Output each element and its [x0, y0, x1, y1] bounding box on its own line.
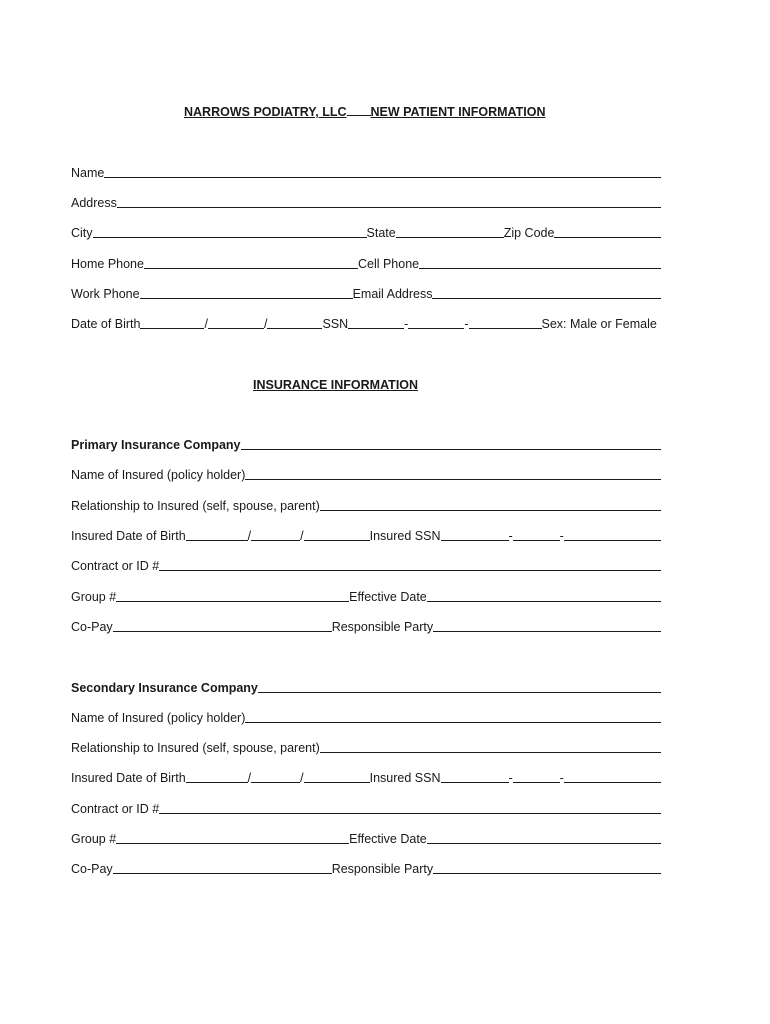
- secondary-company-row: [71, 679, 661, 695]
- secondary-ssn-dash-2: -: [559, 771, 564, 785]
- dob-slash-1: /: [204, 317, 208, 331]
- primary-effective-field[interactable]: [427, 598, 661, 602]
- primary-insured-name-field[interactable]: [245, 476, 661, 480]
- primary-ssn-dash-1: -: [508, 529, 513, 543]
- primary-ssn-dash-2: -: [559, 529, 564, 543]
- secondary-group-field[interactable]: [116, 840, 349, 844]
- city-label: City: [71, 226, 93, 240]
- secondary-dob-ssn-row: [71, 769, 661, 785]
- secondary-group-row: [71, 830, 661, 846]
- secondary-dob-slash-2: /: [300, 771, 304, 785]
- primary-dob-year-field[interactable]: [304, 537, 370, 541]
- primary-insured-ssn-label: Insured SSN: [369, 529, 441, 543]
- primary-group-label: Group #: [71, 590, 117, 604]
- form-header: [184, 104, 545, 119]
- secondary-contract-label: Contract or ID #: [71, 802, 160, 816]
- primary-relationship-field[interactable]: [320, 507, 661, 511]
- ssn-part-2-field[interactable]: [408, 325, 464, 329]
- secondary-copay-row: [71, 860, 661, 876]
- primary-contract-label: Contract or ID #: [71, 559, 160, 573]
- secondary-ssn-dash-1: -: [508, 771, 513, 785]
- primary-copay-field[interactable]: [113, 628, 332, 632]
- secondary-ssn-part-2-field[interactable]: [513, 779, 560, 783]
- ssn-label: SSN: [322, 317, 349, 331]
- ssn-part-1-field[interactable]: [348, 325, 404, 329]
- zip-field[interactable]: [554, 234, 661, 238]
- secondary-dob-year-field[interactable]: [304, 779, 370, 783]
- city-field[interactable]: [93, 234, 367, 238]
- form-title: NEW PATIENT INFORMATION: [370, 105, 546, 119]
- dob-label: Date of Birth: [71, 317, 141, 331]
- secondary-insured-ssn-label: Insured SSN: [369, 771, 441, 785]
- primary-responsible-label: Responsible Party: [331, 620, 434, 634]
- secondary-dob-month-field[interactable]: [186, 779, 248, 783]
- secondary-insured-name-field[interactable]: [245, 719, 661, 723]
- primary-dob-slash-1: /: [247, 529, 252, 543]
- primary-insured-dob-label: Insured Date of Birth: [71, 529, 186, 543]
- secondary-contract-row: [71, 800, 661, 816]
- secondary-dob-day-field[interactable]: [251, 779, 300, 783]
- primary-dob-day-field[interactable]: [251, 537, 300, 541]
- state-field[interactable]: [396, 234, 504, 238]
- primary-contract-field[interactable]: [159, 567, 661, 571]
- secondary-relationship-label: Relationship to Insured (self, spouse, parent): [71, 741, 320, 755]
- ssn-part-3-field[interactable]: [469, 325, 542, 329]
- primary-group-row: [71, 588, 661, 604]
- primary-responsible-field[interactable]: [433, 628, 661, 632]
- cell-phone-field[interactable]: [419, 265, 661, 269]
- primary-company-field[interactable]: [241, 446, 661, 450]
- home-phone-label: Home Phone: [71, 257, 144, 271]
- dob-day-field[interactable]: [208, 325, 264, 329]
- secondary-group-label: Group #: [71, 832, 117, 846]
- dob-ssn-sex-row: [71, 315, 661, 331]
- name-label: Name: [71, 166, 105, 180]
- primary-effective-label: Effective Date: [349, 590, 427, 604]
- name-row: [71, 164, 661, 180]
- primary-ssn-part-1-field[interactable]: [441, 537, 509, 541]
- secondary-ssn-part-1-field[interactable]: [441, 779, 509, 783]
- sex-label: Sex: Male or Female: [541, 317, 657, 331]
- address-label: Address: [71, 196, 117, 210]
- ssn-dash-1: -: [404, 317, 409, 331]
- cell-phone-label: Cell Phone: [357, 257, 420, 271]
- email-label: Email Address: [352, 287, 433, 301]
- primary-copay-row: [71, 618, 661, 634]
- secondary-insured-name-row: [71, 709, 661, 725]
- phone-row: [71, 255, 661, 271]
- primary-relationship-row: [71, 497, 661, 513]
- secondary-company-label: Secondary Insurance Company: [71, 681, 258, 695]
- work-phone-field[interactable]: [140, 295, 353, 299]
- primary-dob-ssn-row: [71, 527, 661, 543]
- insurance-section-title: INSURANCE INFORMATION: [253, 378, 419, 392]
- secondary-responsible-field[interactable]: [433, 870, 661, 874]
- secondary-relationship-field[interactable]: [320, 749, 661, 753]
- home-phone-field[interactable]: [144, 265, 358, 269]
- state-label: State: [366, 226, 396, 240]
- dob-year-field[interactable]: [267, 325, 322, 329]
- primary-relationship-label: Relationship to Insured (self, spouse, parent): [71, 499, 320, 513]
- address-field[interactable]: [117, 204, 661, 208]
- primary-dob-month-field[interactable]: [186, 537, 248, 541]
- header-divider-line: [347, 104, 371, 116]
- work-phone-label: Work Phone: [71, 287, 140, 301]
- primary-ssn-part-3-field[interactable]: [564, 537, 661, 541]
- address-row: [71, 194, 661, 210]
- city-state-zip-row: [71, 224, 661, 240]
- secondary-dob-slash-1: /: [247, 771, 252, 785]
- secondary-company-field[interactable]: [258, 689, 661, 693]
- ssn-dash-2: -: [464, 317, 469, 331]
- secondary-ssn-part-3-field[interactable]: [564, 779, 661, 783]
- secondary-responsible-label: Responsible Party: [331, 862, 434, 876]
- work-email-row: [71, 285, 661, 301]
- secondary-copay-field[interactable]: [113, 870, 332, 874]
- name-field[interactable]: [104, 174, 661, 178]
- secondary-effective-field[interactable]: [427, 840, 661, 844]
- secondary-copay-label: Co-Pay: [71, 862, 113, 876]
- zip-label: Zip Code: [503, 226, 555, 240]
- primary-dob-slash-2: /: [300, 529, 304, 543]
- secondary-contract-field[interactable]: [159, 810, 661, 814]
- secondary-insured-name-label: Name of Insured (policy holder): [71, 711, 246, 725]
- secondary-relationship-row: [71, 739, 661, 755]
- dob-month-field[interactable]: [140, 325, 204, 329]
- primary-company-label: Primary Insurance Company: [71, 438, 241, 452]
- dob-slash-2: /: [263, 317, 268, 331]
- primary-company-row: [71, 436, 661, 452]
- primary-insured-name-label: Name of Insured (policy holder): [71, 468, 246, 482]
- primary-group-field[interactable]: [116, 598, 349, 602]
- primary-insured-name-row: [71, 466, 661, 482]
- secondary-effective-label: Effective Date: [349, 832, 427, 846]
- primary-contract-row: [71, 557, 661, 573]
- company-name: NARROWS PODIATRY, LLC: [184, 105, 347, 119]
- primary-copay-label: Co-Pay: [71, 620, 113, 634]
- secondary-insured-dob-label: Insured Date of Birth: [71, 771, 186, 785]
- primary-ssn-part-2-field[interactable]: [513, 537, 560, 541]
- email-field[interactable]: [432, 295, 661, 299]
